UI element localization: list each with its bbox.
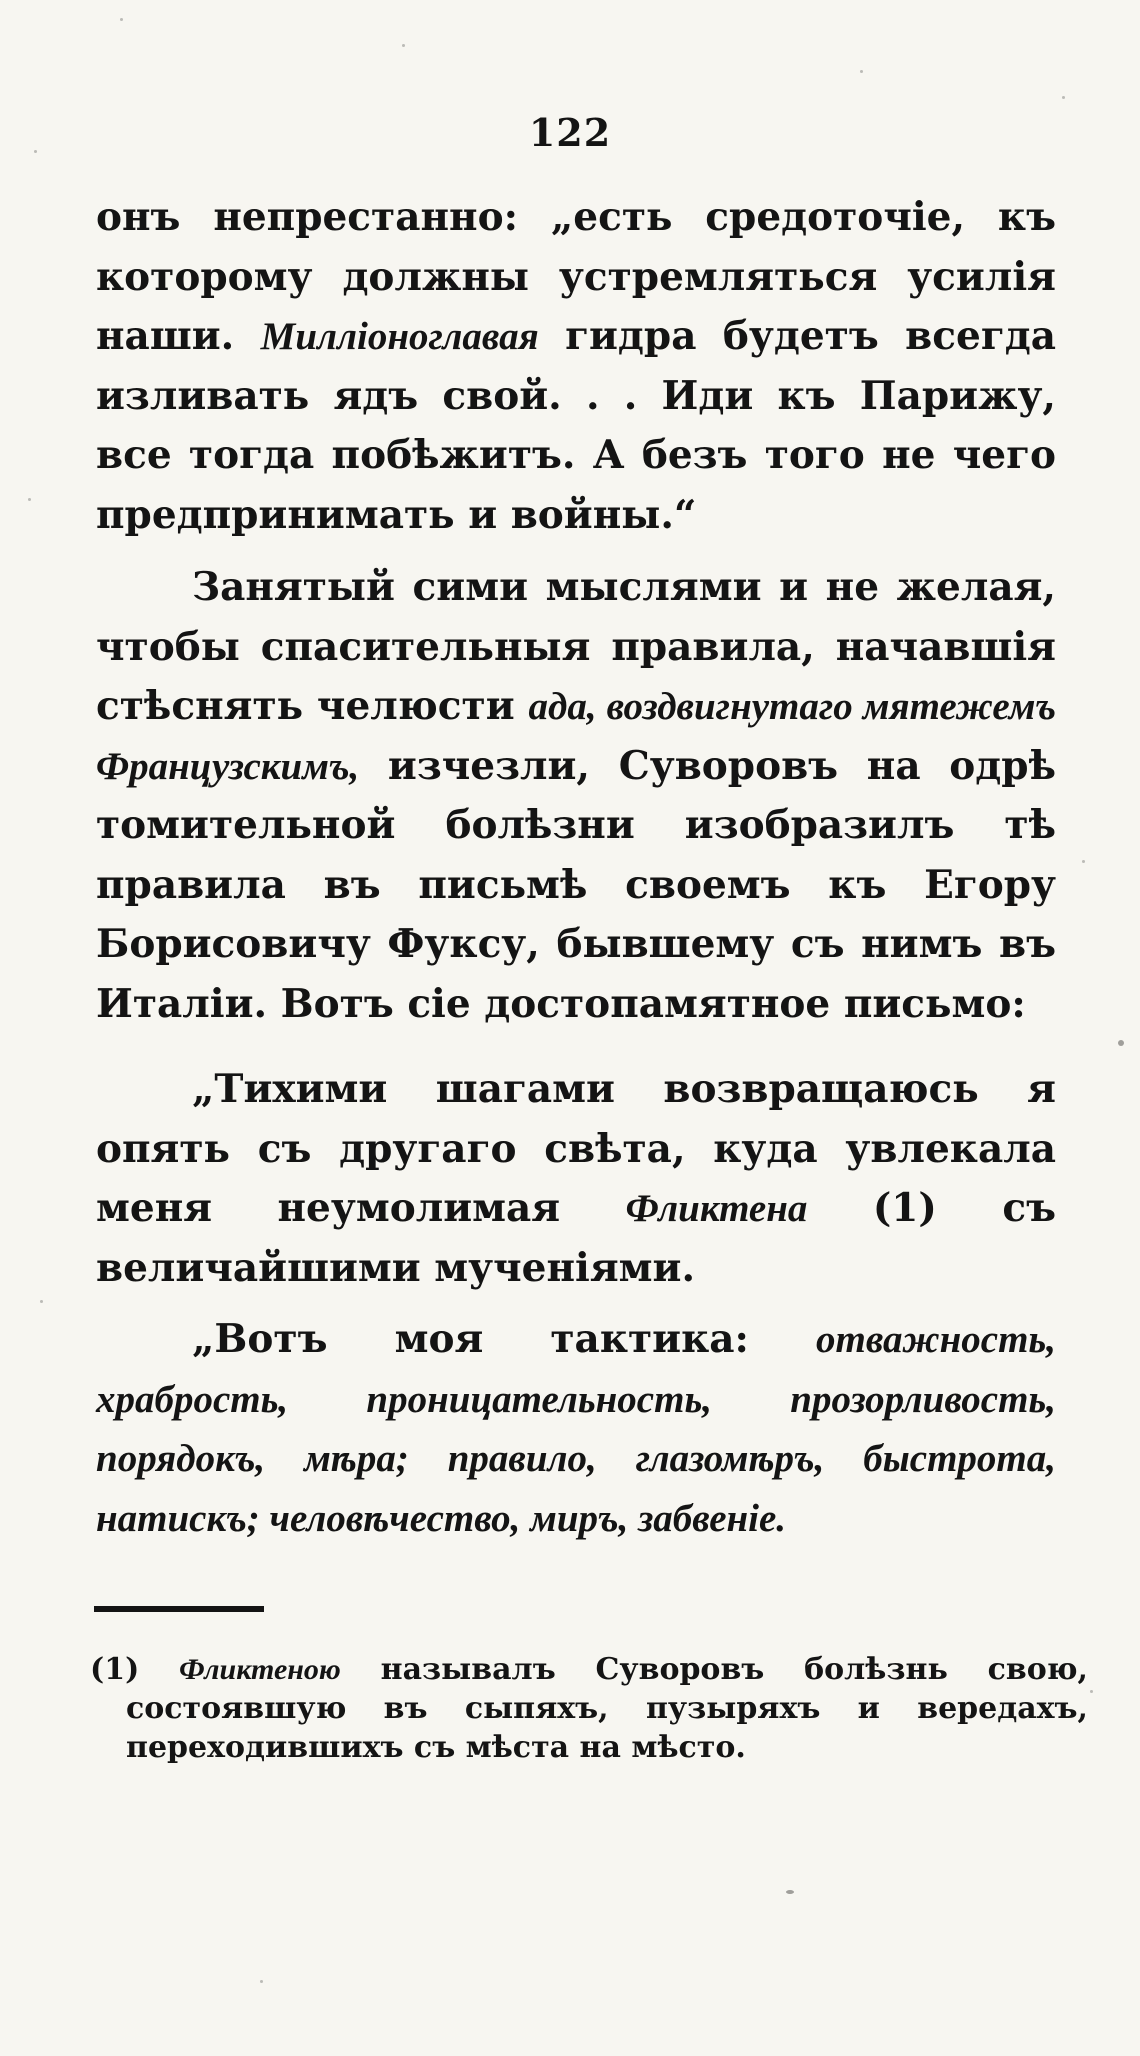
text-run: называлъ Суворовъ болѣзнь свою, состоявшую въ сыпяхъ, пузыряхъ и вередахъ, переходившихъ съ мѣста на мѣсто.: [126, 1652, 1088, 1765]
text-run: „Тихими шагами возвращаюсь я опять съ другаго свѣта, куда увлекала меня неумолимая: [96, 1066, 1056, 1231]
paper-speck: [1062, 96, 1065, 99]
paragraph-2: [96, 558, 1056, 1034]
paper-speck: [1082, 860, 1085, 863]
paper-speck: [1090, 1690, 1093, 1693]
paper-speck: [260, 1980, 263, 1983]
paragraph-1: [96, 188, 1056, 545]
footnote-separator: [94, 1606, 264, 1612]
text-run-italic: Фликтена: [625, 1187, 808, 1230]
text-run-italic: ада, воздвигнутаго мятежемъ Французскимъ,: [96, 685, 1056, 788]
paper-speck: [1118, 1040, 1124, 1046]
paper-speck: [402, 44, 405, 47]
text-run: Занятый сими мыслями и не желая, чтобы спасительныя правила, начавшія стѣснять челюсти: [96, 564, 1056, 729]
text-run: „Вотъ моя тактика:: [192, 1316, 816, 1362]
text-run-italic: Милліоноглавая: [260, 315, 539, 358]
text-run-italic: отважность, храбрость, проницательность, прозорливость, порядокъ, мѣра; правило, глазомѣръ, быстрота, натискъ; человѣчество, миръ, забвеніе.: [96, 1318, 1056, 1540]
paragraph-4: [96, 1310, 1056, 1548]
paper-speck: [120, 18, 123, 21]
paper-speck: [40, 1300, 43, 1303]
footnote: [90, 1650, 1088, 1767]
footnote-marker: (1): [90, 1652, 180, 1687]
paragraph-3: [96, 1060, 1056, 1298]
text-run: изчезли, Суворовъ на одрѣ томительной болѣзни изобразилъ тѣ правила въ письмѣ своемъ къ Егору Борисовичу Фуксу, бывшему съ нимъ въ Италіи. Вотъ сіе достопамятное письмо:: [96, 742, 1056, 1027]
paper-speck: [860, 70, 863, 73]
text-run: гидра будетъ всегда изливать ядъ свой. . . Иди къ Парижу, все тогда побѣжитъ. А безъ того не чего предпринимать и войны.“: [96, 313, 1056, 538]
paper-speck: [786, 1890, 794, 1894]
page-number: 122: [528, 110, 612, 155]
text-run: онъ непрестанно: „есть средоточіе, къ которому должны устремляться усилія наши.: [96, 194, 1056, 359]
text-run-italic: Фликтеною: [179, 1653, 341, 1686]
paper-speck: [28, 498, 31, 501]
text-run: (1) съ величайшими мученіями.: [96, 1185, 1056, 1291]
